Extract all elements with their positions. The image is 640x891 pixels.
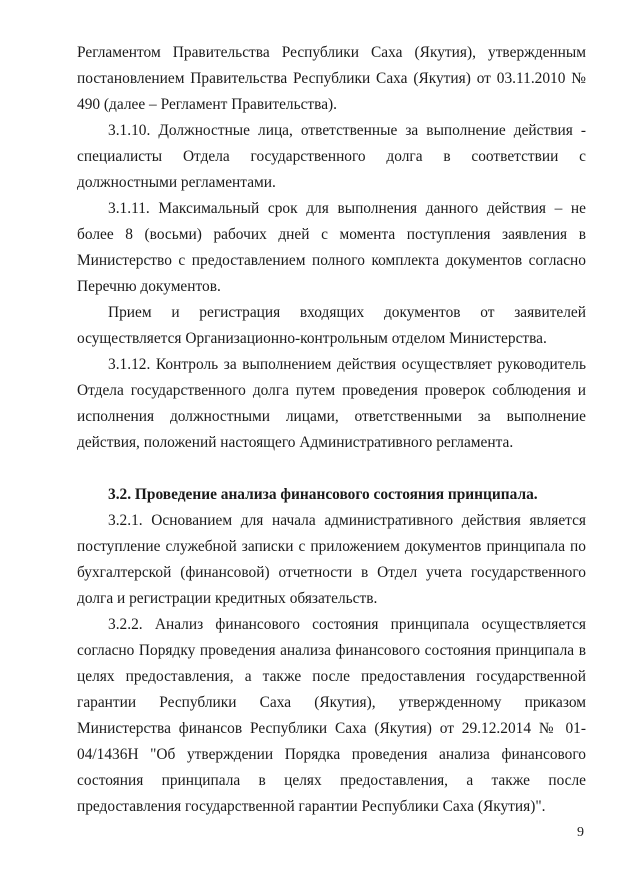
paragraph-3-2-1: 3.2.1. Основанием для начала административного действия является поступление служебной записки с приложением документов принципала по бухгалтерской (финансовой) отчетности в Отдел учета государственного долга и регистрации кредитных обязательств. [77,512,586,607]
paragraph-3-1-12: 3.1.12. Контроль за выполнением действия осуществляет руководитель Отдела государственного долга путем проведения проверок соблюдения и исполнения должностными лицами, ответственными за выполнение действия, положений настоящего Административного регламента. [77,356,586,451]
paragraph-3-1-10: 3.1.10. Должностные лица, ответственные за выполнение действия - специалисты Отдела государственного долга в соответствии с должностными регламентами. [77,122,586,191]
paragraph-3-2-2: 3.2.2. Анализ финансового состояния принципала осуществляется согласно Порядку проведения анализа финансового состояния принципала в целях предоставления, а также после предоставления государственной гарантии Республики Саха (Якутия), утвержденному приказом Министерства финансов Республики Саха (Якутия) от 29.12.2014 № 01-04/1436Н "Об утверждении Порядка проведения анализа финансового состояния принципала в целях предоставления, а также после предоставления государственной гарантии Республики Саха (Якутия)". [77,616,586,815]
paragraph-regulation-reference: Регламентом Правительства Республики Саха (Якутия), утвержденным постановлением Правительства Республики Саха (Якутия) от 03.11.2010 № 490 (далее – Регламент Правительства). [77,44,586,113]
section-heading-3-2: 3.2. Проведение анализа финансового состояния принципала. [108,486,538,503]
paragraph-3-1-11: 3.1.11. Максимальный срок для выполнения данного действия – не более 8 (восьми) рабочих дней с момента поступления заявления в Министерство с предоставлением полного комплекта документов согласно Перечню документов. [77,200,586,295]
paragraph-reception-registration: Прием и регистрация входящих документов от заявителей осуществляется Организационно-контрольным отделом Министерства. [77,304,586,347]
page-number: 9 [577,825,584,840]
document-body [77,40,586,820]
